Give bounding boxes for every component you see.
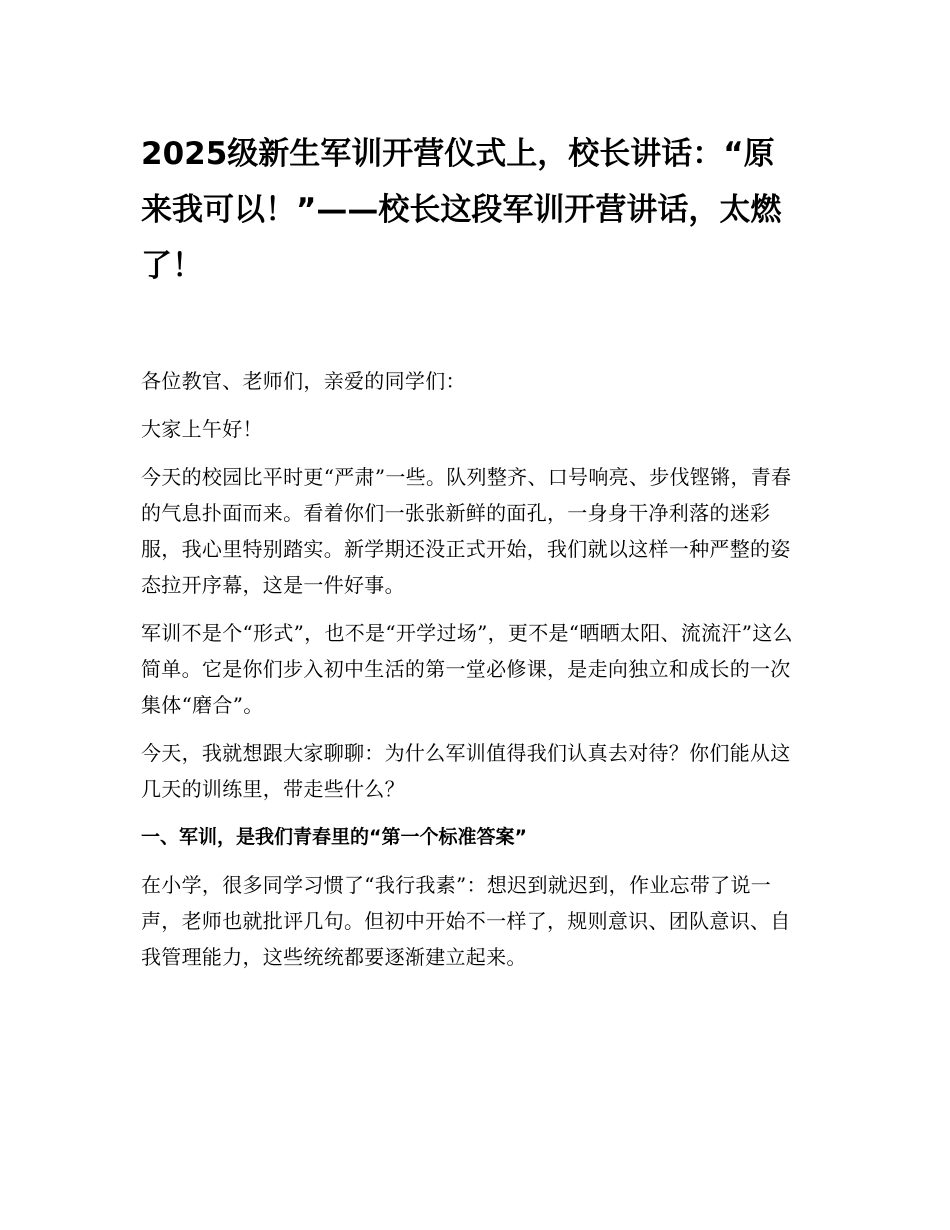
- body-paragraph: 军训不是个“形式”，也不是“开学过场”，更不是“晒晒太阳、流流汗”这么简单。它是你们步入初中生活的第一堂必修课，是走向独立和成长的一次集体“磨合”。: [141, 621, 793, 717]
- greeting-paragraph: 大家上午好！: [141, 417, 263, 441]
- document-title: 2025级新生军训开营仪式上，校长讲话：“原来我可以！”——校长这段军训开营讲话，太燃了！: [141, 136, 782, 284]
- document-body: [141, 363, 801, 987]
- body-paragraph: 今天，我就想跟大家聊聊：为什么军训值得我们认真去对待？你们能从这几天的训练里，带走些什么？: [141, 741, 791, 801]
- salutation-paragraph: 各位教官、老师们，亲爱的同学们：: [141, 369, 466, 393]
- section-paragraph: 在小学，很多同学习惯了“我行我素”：想迟到就迟到，作业忘带了说一声，老师也就批评几句。但初中开始不一样了，规则意识、团队意识、自我管理能力，这些统统都要逐渐建立起来。: [141, 873, 791, 969]
- body-paragraph: 今天的校园比平时更“严肃”一些。队列整齐、口号响亮、步伐铿锵，青春的气息扑面而来。看着你们一张张新鲜的面孔，一身身干净利落的迷彩服，我心里特别踏实。新学期还没正式开始，我们就以这样一种严整的姿态拉开序幕，这是一件好事。: [141, 465, 792, 597]
- section-heading: 一、军训，是我们青春里的“第一个标准答案”: [141, 826, 527, 848]
